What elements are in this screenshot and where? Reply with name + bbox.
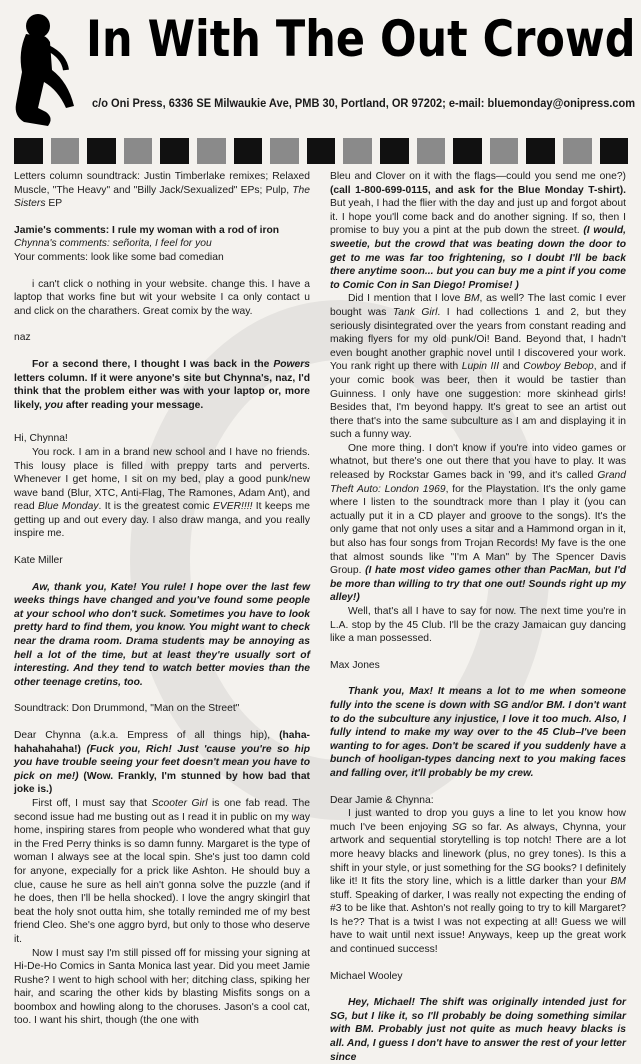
reply-naz: For a second there, I thought I was back in the Powers letters column. If it were anyone's site but Chynna's, naz, I'd think that the problem either was with your laptop or, more likely, you after reading your message. <box>14 358 310 411</box>
decorative-square <box>490 138 519 164</box>
decorative-square <box>563 138 592 164</box>
your-comments: Your comments: look like some bad comedian <box>14 251 224 263</box>
silhouette-figure-icon <box>8 12 78 130</box>
column-header <box>0 0 641 140</box>
decorative-square <box>14 138 43 164</box>
mailing-address: c/o Oni Press, 6336 SE Milwaukie Ave, PMB 30, Portland, OR 97202; e-mail: bluemonday@onipress.com <box>92 96 636 110</box>
decorative-square <box>417 138 446 164</box>
chynna-comments: Chynna's comments: señorita, I feel for you <box>14 238 212 250</box>
letter-max-body-1: First off, I must say that Scooter Girl is one fab read. The second issue had me busting out as I read it in public on my way home, inspiring stares from people who wondered what that guy in the Fred Perry thinks is so damn funny. Margaret is the type of woman I always see at the local spin. She's just too damn cold for anyone, expecially for a prick like Ashton. He should buy a clue, cause he sure as hell ain't gonna solve the puzzle (and if he does, then I'll be hella shocked). I love the angry skingirl that beat the holy snot outta him, she totally reminded me of my best friend Cleo. She's one aggro byrd, but only to those who deserve it. <box>14 797 310 945</box>
letter-max-body-5: One more thing. I don't know if you're into video games or whatnot, but there's one out there that you have to play. It was released by Rockstar Games back in '99, and it's called Grand Theft Auto: London 1969, for the Playstation. It's the only game where I listen to the soundtrack more than I play it (you can actually put it in a CD player and groove to the songs). It's the only game that not only uses a sitar and a Hammond organ in it, but also has four songs from Trojan Records! My fave is the one that almost sounds like "I'm A Man" by The Spencer Davis Group. (I hate most video games other than PacMan, but I'd be more than willing to try that one out! Sounds right up my alley!) <box>330 442 626 604</box>
decorative-square <box>197 138 226 164</box>
letter-michael: I just wanted to drop you guys a line to let you know how much I've been enjoying SG so far. As always, Chynna, your artwork and sequential storytelling is top notch! There are a lot more heavy blacks and linework (plus, no grey tones). Is this a shift in your style, or just something for the SG books? I definitely like it! It fits the story line, which is a little darker than your BM stuff. Speaking of darker, I was really not expecting the ending of #3 to be like that. Ashton's not really going to try to kill Margaret? Is he?? That is a twist I was not expecting at all! Guess we will have to wait until next issue! Anyways, keep up the great work and continued success! <box>330 808 627 956</box>
signature-max: Max Jones <box>330 659 380 671</box>
decorative-squares-row <box>14 138 628 164</box>
decorative-square <box>160 138 189 164</box>
letter-max-body-2: Now I must say I'm still pissed off for missing your signing at Hi-De-Ho Comics in Santa Monica last year. Did you meet Jamie Rushe? I went to high school with her; ditching class, spiking her hair, and scaring the other kids by blasting Misfits songs on a boombox and howling along to the choruses. Jason's a cool cat, too. I want his shirt, though (the one with <box>14 947 310 1027</box>
soundtrack-line: Letters column soundtrack: Justin Timberlake remixes; Relaxed Muscle, "The Heavy" and "Billy Jack/Sexualized" EPs; Pulp, The Sisters EP <box>14 171 310 210</box>
signature-naz: naz <box>14 332 31 344</box>
decorative-square <box>453 138 482 164</box>
signature-michael: Michael Wooley <box>330 970 403 982</box>
greeting-michael: Dear Jamie & Chynna: <box>330 794 434 806</box>
decorative-square <box>307 138 336 164</box>
decorative-square <box>124 138 153 164</box>
decorative-square <box>270 138 299 164</box>
decorative-square <box>600 138 629 164</box>
greeting-kate: Hi, Chynna! <box>14 433 68 445</box>
reply-max: Thank you, Max! It means a lot to me when someone fully into the scene is down with SG and/or BM. I don't want to do the subculture any injustice, I love it too much. Also, I fully intend to make my way over to the 45 Club–I've been wanting to for ages. Don't be scared if you suddenly have a bunch of hooligan-types dancing next to you making faces and falling over, it'll probably be my crew. <box>330 686 626 779</box>
letter-max-body-6: Well, that's all I have to say for now. The next time you're in L.A. stop by the 45 Club. I'll be the crazy Jamaican guy dancing like a man possessed. <box>330 606 626 645</box>
letter-max-body-3: Bleu and Clover on it with the flags—could you send me one?) (call 1-800-699-0115, and ask for the Blue Monday T-shirt). But yeah, I had the flier with the day and just up and forgot about it. I hope you'll come back and do another signing. If so, then I promise to buy you a pint at the pub down the street. (I would, sweetie, but the crowd that was beating down the door to get to me was far too frightening, so I doubt I'll be back there anytime soon... but you can buy me a pint if you come to Comic Con in San Diego! Promise! ) <box>330 171 626 291</box>
letter-naz: i can't click o nothing in your website. change this. I have a laptop that works fine but wit your website I ca only contact u and click on the charathers. Great comix by the way. <box>14 278 310 317</box>
decorative-square <box>87 138 116 164</box>
decorative-square <box>343 138 372 164</box>
letter-max-opening: Dear Chynna (a.k.a. Empress of all things hip), (haha-hahahahaha!) (Fuck you, Rich! Just 'cause you're so hip you have trouble seeing your feet doesn't mean you have to pick on me!) (Wow. Frankly, I'm stunned by how bad that joke is.) <box>14 730 310 796</box>
decorative-square <box>380 138 409 164</box>
reply-michael: Hey, Michael! The shift was originally intended just for SG, but I like it, so I'll probably be doing something similar with BM. Probably just not quite as much heavy blacks is all. And, I guess I don't have to answer the rest of your letter since <box>330 997 626 1063</box>
right-column <box>330 170 626 1064</box>
soundtrack-don: Soundtrack: Don Drummond, "Man on the Street" <box>14 703 240 715</box>
signature-kate: Kate Miller <box>14 555 63 567</box>
letter-kate: You rock. I am in a brand new school and I have no friends. This lousy place is filled with preppy tarts and perverts. Whenever I get home, I sit on my bed, play a good punk/new wave band (Blur, XTC, Anti-Flag, The Ramones, Adam Ant), and read Blue Monday. It is the greatest comic EVER!!!! It keeps me getting up and out every day. I also draw manga, and you really inspire me. <box>14 446 310 540</box>
left-column <box>14 170 310 1028</box>
page-title: In With The Out Crowd <box>86 10 636 68</box>
decorative-square <box>51 138 80 164</box>
reply-kate: Aw, thank you, Kate! You rule! I hope over the last few weeks things have changed and you've found some people at your school who don't suck. Sometimes you have to look pretty hard to find them, you know. You might want to check near the drama room. Drama students may be annoying as hell a lot of the time, but at least they're usually sort of interesting. And they tend to watch better movies than the other teenage cretins, too. <box>14 581 310 688</box>
decorative-square <box>234 138 263 164</box>
jamie-comments: Jamie's comments: I rule my woman with a rod of iron <box>14 224 280 236</box>
letter-max-body-4: Did I mention that I love BM, as well? The last comic I ever bought was Tank Girl. I had collections 1 and 2, but they seriously disintegrated over the years from constant reading and making flyers for my old punk/Oi! Band. Beyond that, I hadn't even bought another graphic novel until I discovered your work. You rank right up there with Lupin III and Cowboy Bebop, and if your comic book was beer, then it would be tastier than Guinness. I only have one suggestion: more skinhead girls! Besides that, I'm beyond happy. It's great to see an artist out there that's into the same subculture as I am and displaying it in such a funny way. <box>330 293 626 441</box>
decorative-square <box>526 138 555 164</box>
